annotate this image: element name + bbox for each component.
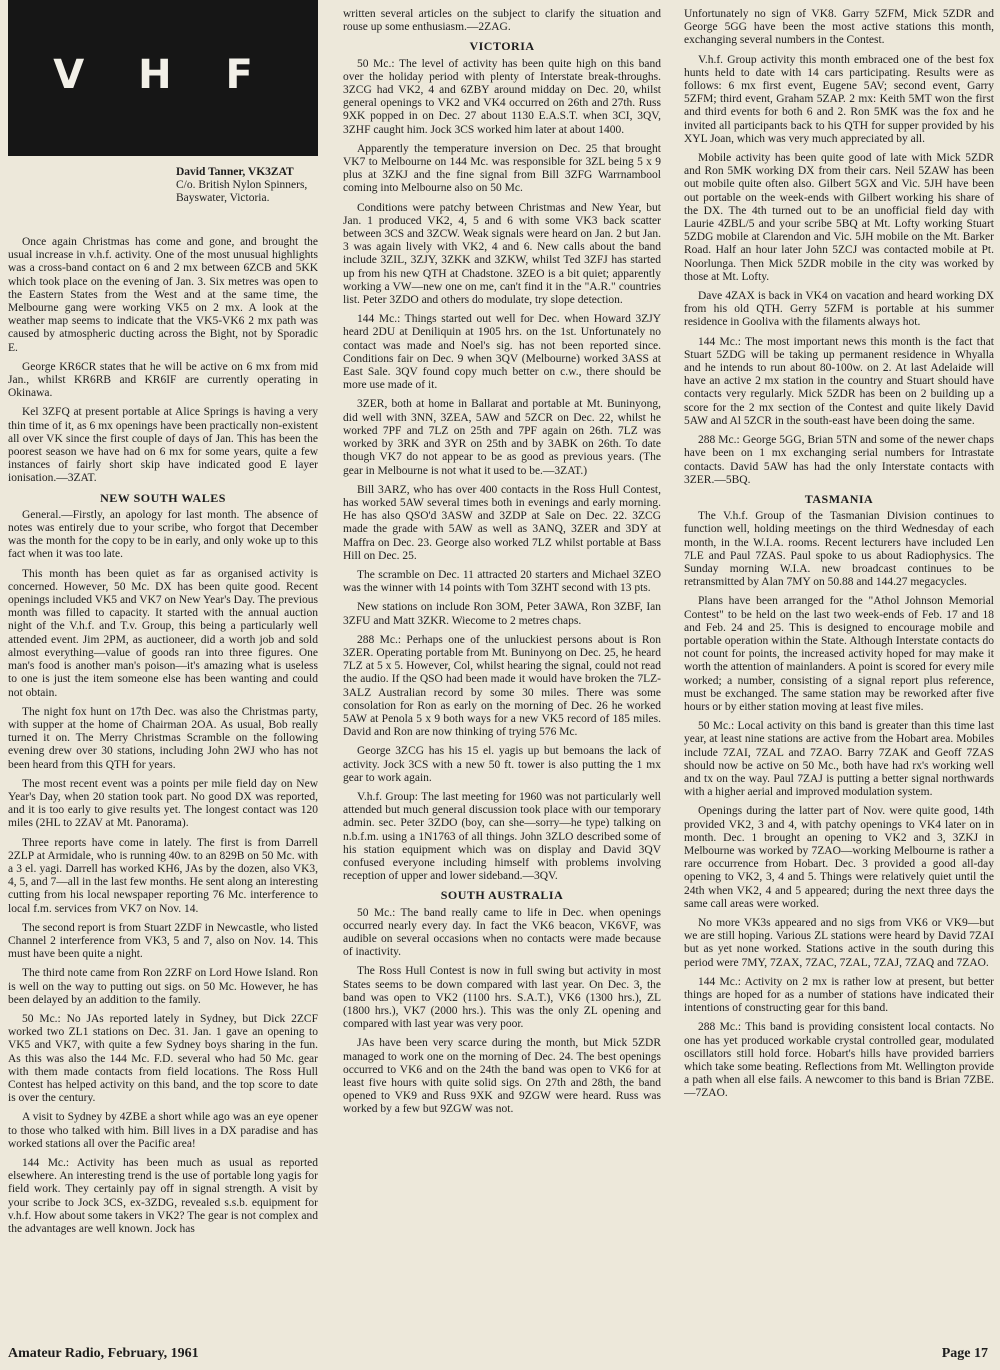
paragraph: The second report is from Stuart 2ZDF in Newcastle, who listed Channel 2 interference from VK3, 5 and 7, also on Nov. 14. This must have been quite a night. bbox=[8, 921, 318, 961]
paragraph: 50 Mc.: No JAs reported lately in Sydney, but Dick 2ZCF worked two ZL1 stations on Dec. 31. Jan. 1 gave an opening to VK5 and VK7, with quite a few Sydney boys sharing in the fun. As this was also the 144 Mc. F.D. several who had 50 Mc. gear with them made contacts from field locations. The Ross Hull Contest has helped activity on this band, and the top score to date is over the century. bbox=[8, 1012, 318, 1105]
author-name: David Tanner, VK3ZAT bbox=[176, 166, 294, 178]
paragraph: V.h.f. Group: The last meeting for 1960 was not particularly well attended but much general discussion took place with our temporary admin. sec. Peter 3ZDO (boy, can she—sorry—he type) talking on n.b.f.m. using a 1N1763 of all things. John 3ZLO described some of his station equipment which was on display and David 3QV confused everyone including himself with problems involving reception of upper and lower sideband.—3QV. bbox=[343, 790, 661, 883]
section-heading-tasmania: TASMANIA bbox=[804, 491, 874, 506]
paragraph: 144 Mc.: Activity on 2 mx is rather low at present, but better things are hoped for as a number of stations have indicated their intentions of constructing gear for this band. bbox=[684, 975, 994, 1015]
paragraph: George 3ZCG has his 15 el. yagis up but bemoans the lack of activity. Jock 3CS with a new 50 ft. tower is also putting the 1 mx gear to work again. bbox=[343, 745, 661, 784]
paragraph: 50 Mc.: The band really came to life in Dec. when openings occurred nearly every day. In fact the VK6 beacon, VK6VF, was audible on several occasions when no contacts were made because of inactivity. bbox=[343, 906, 661, 959]
paragraph: 144 Mc.: Activity has been much as usual as reported elsewhere. An interesting trend is the use of portable long yagis for field work. They certainly pay off in signal strength. A visit by your scribe to Jock 3CS, ex-3ZDG, revealed s.s.b. equipment for v.h.f. How about some takers in VK2? The gear is not complex and the advantages are well known. Jock has bbox=[8, 1157, 318, 1236]
paragraph: Once again Christmas has come and gone, and brought the usual increase in v.h.f. activity. One of the most unusual highlights was a cross-band contact on 6 and 2 mx between 6ZCB and 5KK which took place on the evening of Jan. 3. Six metres was open to the Eastern States from the West and at the same time, the Melbourne gang were working VK5 on 2 mx. A look at the weather map seems to indicate that the VK5-VK6 2 mx path was caused by atmospheric ducting across the Bight, not by Sporadic E. bbox=[8, 236, 318, 354]
paragraph: The third note came from Ron 2ZRF on Lord Howe Island. Ron is well on the way to putting out sigs. on 50 Mc. However, he has been delayed by an addition to the family. bbox=[8, 967, 318, 1006]
paragraph: 288 Mc.: George 5GG, Brian 5TN and some of the newer chaps have been on 1 mx exchanging serial numbers for Intrastate contacts. David 5AW has had the only Interstate contacts with 3ZER.—5BQ. bbox=[684, 434, 994, 486]
paragraph: The V.h.f. Group of the Tasmanian Division continues to function well, holding meetings on the third Wednesday of each month, in the W.I.A. rooms. Recent lecturers have included Len 7LE and Paul 7ZAS. Paul spoke to us about Radiophysics. The Sunday morning W.I.A. new broadcast continues to be retransmitted by Alan 7MY on 50.88 and 144.27 megacycles. bbox=[684, 510, 994, 589]
paragraph: Openings during the latter part of Nov. were quite good, 14th provided VK2, 3 and 4, with patchy openings to VK4 later on in month. Dec. 1 brought an opening to VK2 and 3, 3ZKJ in Melbourne was worked by 7ZAO—working Melbourne is rather a rare occurrence from Hobart. Dec. 3 provided a good all-day opening to VK2, 3, 4 and 5. Things were relatively quiet until the 24th when VK2, 4 and 5 appeared; during the next three days the same call areas were worked. bbox=[684, 805, 994, 910]
paragraph: No more VK3s appeared and no sigs from VK6 or VK9—but we are still hoping. Various ZL stations were heard by David 7ZAI but as yet none worked. Stations active in the south during this period were 7MY, 7ZAX, 7ZAC, 7ZAL, 7ZAJ, 7ZAQ and 7ZAO. bbox=[684, 917, 994, 969]
paragraph: JAs have been very scarce during the month, but Mick 5ZDR managed to work one on the morning of Dec. 24. The best openings occurred to VK6 and on the 24th the band was open to VK6 for at least five hours with quite solid sigs. On 27th and 28th, the band opened to VK9 and Russ 9XK and 9ZGW were heard. Russ was worked by a few but 9ZGW was not. bbox=[343, 1037, 661, 1116]
section-heading-victoria: VICTORIA bbox=[469, 39, 535, 54]
section-title: V H F bbox=[53, 52, 273, 98]
paragraph: General.—Firstly, an apology for last month. The absence of notes was entirely due to your scribe, who forgot that December was the month for the copy to be in early, and only woke up to this fact when it was too late. bbox=[8, 508, 318, 561]
section-header-box bbox=[8, 0, 318, 156]
paragraph: 288 Mc.: This band is providing consistent local contacts. No one has yet produced workable crystal controlled gear, modulated oscillators still hold force. Hobart's hills have provided barriers which take some beating. Reflections from Mt. Wellington provide a path when all else fails. A newcomer to this band is Brian 7ZBE.—7ZAO. bbox=[684, 1021, 994, 1100]
paragraph: This month has been quiet as far as organised activity is concerned. However, 50 Mc. DX has been quite good. Recent openings included VK5 and VK7 on New Year's Day. The previous month was filled to capacity. It started with the annual auction night of the V.h.f. and T.v. Group, this being a particularly well attended event. Jim 2PM, as auctioneer, did a worth job and sold almost everything—value of goods ran into three figures. One man's food is another man's poison—it's amazing what is useless to one is just the item someone else has been wanting and could not obtain. bbox=[8, 567, 318, 699]
paragraph: The most recent event was a points per mile field day on New Year's Day, when 20 station took part. No good DX was reported, and it is too early to give results yet. The longest contact was 120 miles (2HL to 2ZAV at Mt. Panorama). bbox=[8, 777, 318, 830]
author-address-line-2: Bayswater, Victoria. bbox=[176, 192, 270, 204]
column-3 bbox=[684, 8, 994, 1342]
paragraph: The scramble on Dec. 11 attracted 20 starters and Michael 3ZEO was the winner with 14 points with Tom 3ZHT second with 13 pts. bbox=[343, 568, 661, 595]
paragraph: 288 Mc.: Perhaps one of the unluckiest persons about is Ron 3ZER. Operating portable from Mt. Buninyong on Dec. 25, he heard 7LZ at 5 x 5. However, Col, whilst hearing the signal, could not read the audio. If the QSO had been made it would have broken the 7LZ-3ALZ Australian record by some 30 miles. There was some consolation for Ron as early on the morning of Dec. 26 he worked 5AW at Penola 5 x 9 both ways for a new VK5 record of 185 miles. David and Ron are now thinking of trying 576 Mc. bbox=[343, 633, 661, 739]
paragraph: Conditions were patchy between Christmas and New Year, but Jan. 1 produced VK2, 4, 5 and 6 with some VK3 back scatter between 3CS and 3ZCW. Weak signals were heard on Jan. 2 but Jan. 3 was again lively with VK2, 4 and 6. New calls about the band include 3ZIL, 3ZJY, 3ZKK and 3ZKW, whilst Ted 3ZFJ has started up from his new QTH at Chadstone. 3ZEO is a bit quiet; apparently working a VW—new one on me, can't find it in the "A.R." countries list. Peter 3ZDO and others do modulate, try slope detection. bbox=[343, 201, 661, 307]
paragraph: 50 Mc.: The level of activity has been quite high on this band over the holiday period with plenty of Interstate break-throughs. 3ZCG had VK2, 4 and 6ZBY around midday on Dec. 20, whilst general openings to VK2 and VK4 occurred on 26th and 27th. Russ 9XK popped in on Dec. 27 about 1130 E.A.S.T. when 3CI, 3QV, 3ZHF caught him. Jock 3CS worked him later at about 1400. bbox=[343, 57, 661, 136]
paragraph: The night fox hunt on 17th Dec. was also the Christmas party, with supper at the home of Chairman 2OA. As usual, Bob really turned it on. The Merry Christmas Scramble on the following evening drew over 30 stations, including John 2WJ who has not been heard from this QTH for years. bbox=[8, 705, 318, 771]
paragraph: The Ross Hull Contest is now in full swing but activity in most States seems to be down compared with last year. On Dec. 3, the band was open to VK2 (1100 hrs. S.A.T.), VK6 (1300 hrs.), ZL (1800 hrs.), VK7 (2000 hrs.). This was the only ZL opening and compared with last year was very poor. bbox=[343, 965, 661, 1031]
column-1 bbox=[8, 236, 318, 1342]
paragraph: 144 Mc.: Things started out well for Dec. when Howard 3ZJY heard 2DU at Deniliquin at 1905 hrs. on the 1st. Unfortunately no contact was made and Noel's sig. has not been reported since. Conditions fair on Dec. 9 when 3QV (Melbourne) worked 3ASS at East Sale. 3QV found copy much better on c.w., there should be more use made of it. bbox=[343, 313, 661, 392]
paragraph: 144 Mc.: The most important news this month is the fact that Stuart 5ZDG will be taking up permanent residence in Whyalla and he intends to run about 80-100w. on 2. At last Adelaide will have an active 2 mx station in the country and Stuart should have contacts very regularly. Mick 5ZDR has been on 2 building up a score for the 2 mx section of the Contest and quite likely David 5AW and Al 5ZCR in the south-east have been doing the same. bbox=[684, 335, 994, 427]
paragraph: written several articles on the subject to clarify the situation and rouse up some enthusiasm.—2ZAG. bbox=[343, 8, 661, 34]
section-heading-nsw: NEW SOUTH WALES bbox=[100, 490, 226, 505]
paragraph: Apparently the temperature inversion on Dec. 25 that brought VK7 to Melbourne on 144 Mc. was responsible for 3ZL being 5 x 9 plus at 3ZKJ and the fine signal from Bill 3ZFG Warrnambool coming into Melbourne also on 50 Mc. bbox=[343, 142, 661, 195]
paragraph: George KR6CR states that he will be active on 6 mx from mid Jan., whilst KR6RB and KR6IF are currently operating in Okinawa. bbox=[8, 360, 318, 400]
footer-publication: Amateur Radio, February, 1961 bbox=[8, 1346, 199, 1361]
paragraph: Unfortunately no sign of VK8. Garry 5ZFM, Mick 5ZDR and George 5GG have been the most active stations this month, exchanging several numbers in the Contest. bbox=[684, 8, 994, 47]
paragraph: A visit to Sydney by 4ZBE a short while ago was an eye opener to those who talked with him. Bill lives in a DX paradise and has worked stations all over the Pacific area! bbox=[8, 1111, 318, 1150]
paragraph: Plans have been arranged for the "Athol Johnson Memorial Contest" to be held on the last two week-ends of Feb. 17 and 18 and Feb. 24 and 25. This is designed to encourage mobile and portable operation within the State. Although Interstate contacts do not count for points, the increased activity hoped for may make it worth the attention of mainlanders. A point is scored for every mile worked; a number, consisting of a signal report plus reference, must be exchanged. The same station may be reworked after five hours or by either station moving at least five miles. bbox=[684, 595, 994, 713]
paragraph: Three reports have come in lately. The first is from Darrell 2ZLP at Armidale, who is running 40w. to an 829B on 50 Mc. with a 3 el. yagi. Darrell has worked KH6, JAs by the dozen, also VK3, 4, 5, and 7—all in the last few months. He sent along an interesting cutting from his local newspaper reporting 76 Mc. interference to local f.m. services from VK7 on Nov. 14. bbox=[8, 836, 318, 915]
paragraph: 3ZER, both at home in Ballarat and portable at Mt. Buninyong, did well with 3NN, 3ZEA, 5AW and 5ZCR on Dec. 22, whilst he worked 7PF and 7LZ on 25th and 7PF again on 26th. 7LZ was worked by 3RK and 3YR on 25th and by 3ABK on 26th. To date though VK7 do not appear to be as good as previous years. (The gear in Melbourne is not what it used to be.—3ZAT.) bbox=[343, 398, 661, 477]
paragraph: 50 Mc.: Local activity on this band is greater than this time last year, at least nine stations are active from the Hobart area. Mobiles include 7ZAI, 7ZAL and 7ZAO. Barry 7ZAK and Geoff 7ZAS should now be active on 50 Mc., both have had rx's working well and tx on the way. Paul 7ZAJ is putting a better signal northwards with a higher aerial and improved modulation system. bbox=[684, 720, 994, 799]
author-byline bbox=[176, 166, 326, 205]
paragraph: V.h.f. Group activity this month embraced one of the best fox hunts held to date with 14 cars participating. Results were as follows: 6 mx first event, Eugene 5AV; second event, Garry 5ZFM; third event, Graham 5ZAP. 2 mx: Keith 5MT won the first and third events for both 6 and 2. Ron 5MK was the fox and he invited all participants back to his QTH for supper provided by his XYL Joan, which was very much appreciated by all. bbox=[684, 53, 994, 145]
paragraph: New stations on include Ron 3OM, Peter 3AWA, Ron 3ZBF, Ian 3ZFU and Matt 3ZKR. Wiecome to 2 metres chaps. bbox=[343, 601, 661, 627]
section-heading-south-australia: SOUTH AUSTRALIA bbox=[440, 888, 564, 903]
paragraph: Kel 3ZFQ at present portable at Alice Springs is having a very thin time of it, as 6 mx openings have been practically non-existent all over VK since the first couple of days of Jan. This has been the poorest season we have had on 6 mx for some years, quite a few instances of fairly short skip have indicated good E layer ionisation.—3ZAT. bbox=[8, 406, 318, 485]
paragraph: Mobile activity has been quite good of late with Mick 5ZDR and Ron 5MK working DX from their cars. Neil 5ZAW has been out mobile quite often also. Gilbert 5GX and Vic. 5JH have been out portable on the week-ends with Gilbert working his share of the DX. The 4th turned out to be an unofficial field day with Laurie 4ZBL/5 and your scribe 5BQ at Mt. Lofty working Stuart 5ZDG mobile at Clarendon and Vic. 5JH mobile on the Mt. Barker Road. Half an hour later John 5ZCJ was contacted mobile at Pt. Noorlunga. Then Mick 5ZDR mobile in the city was worked by those at Mt. Lofty. bbox=[684, 152, 994, 283]
author-address-line-1: C/o. British Nylon Spinners, bbox=[176, 179, 308, 191]
column-2 bbox=[343, 8, 661, 1342]
paragraph: Bill 3ARZ, who has over 400 contacts in the Ross Hull Contest, has worked 5AW several times both in evenings and early morning. He has also QSO'd 3ASW and 3ZDP at Sale on Dec. 22. 3ZCG made the grade with 5AW as well as 3ANQ, 3ZER and 3DY at Maffra on Dec. 23. George also worked 7LZ whilst portable at Bass Hill on Dec. 25. bbox=[343, 483, 661, 562]
paragraph: Dave 4ZAX is back in VK4 on vacation and heard working DX from his old QTH. Gerry 5ZFM is portable at his summer residence in Gooliva with the filaments always hot. bbox=[684, 290, 994, 329]
footer-page-number: Page 17 bbox=[941, 1346, 988, 1361]
